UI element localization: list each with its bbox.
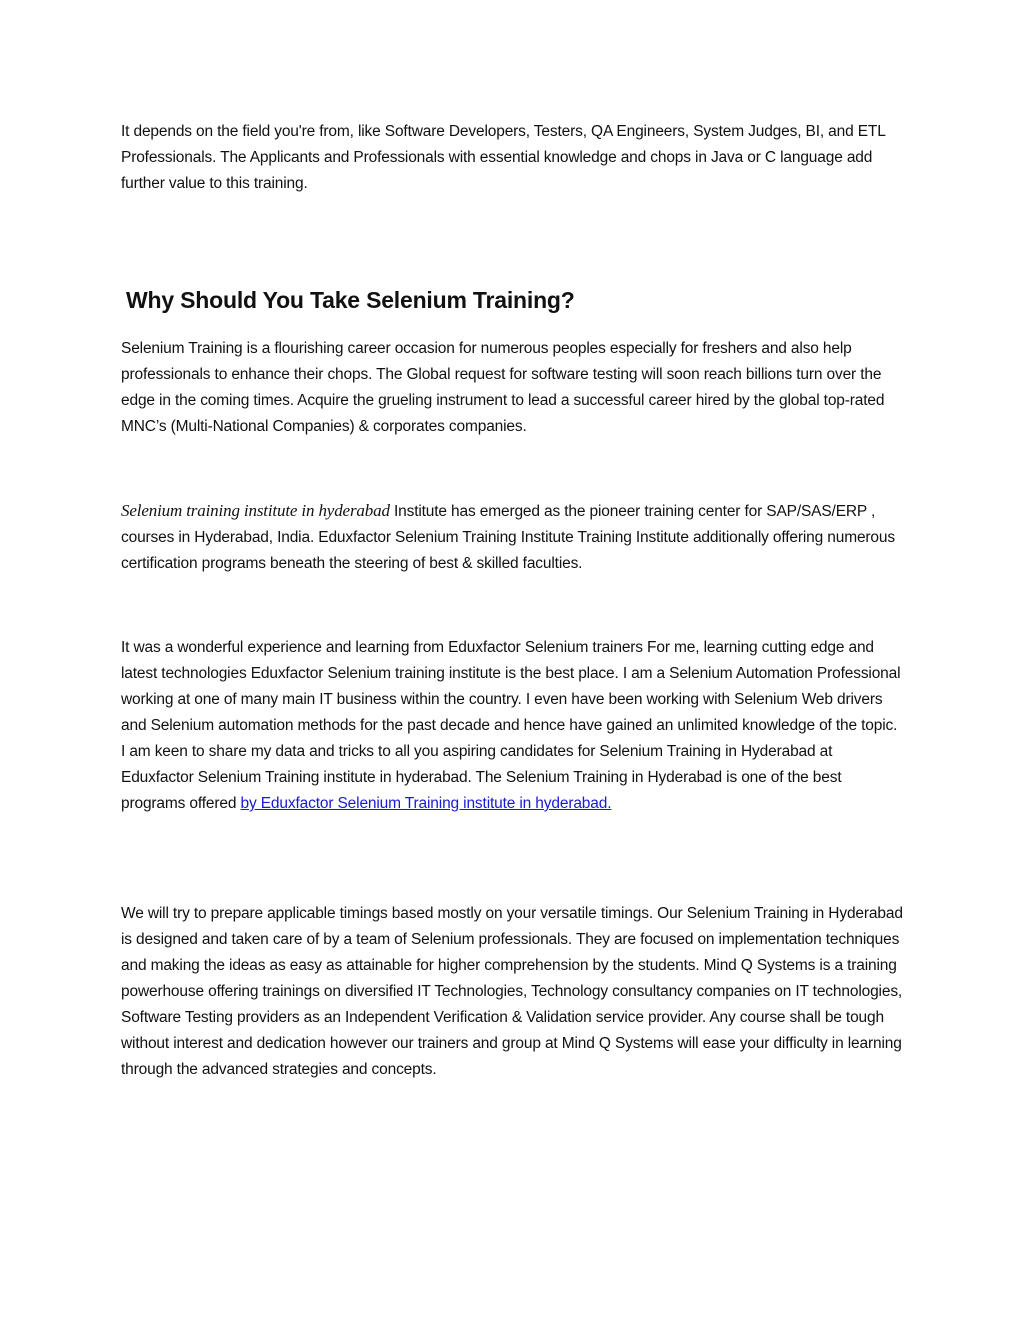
experience-paragraph-text: It was a wonderful experience and learning from Eduxfactor Selenium trainers For me, learning cutting edge and latest technologies Eduxfactor Selenium training institute is the best place. I am a Selenium Automation Professional working at one of many main IT business within the country. I even have been working with Selenium Web drivers and Selenium automation methods for the past decade and hence have gained an unlimited knowledge of the topic. I am keen to share my data and tricks to all you aspiring candidates for Selenium Training in Hyderabad at Eduxfactor Selenium Training institute in hyderabad. The Selenium Training in Hyderabad is one of the best programs offered	[121, 639, 901, 812]
experience-paragraph	[121, 635, 903, 817]
section-heading: Why Should You Take Selenium Training?	[126, 287, 575, 313]
institute-paragraph	[121, 498, 903, 577]
eduxfactor-link[interactable]: by Eduxfactor Selenium Training institute in hyderabad.	[240, 795, 612, 812]
institute-paragraph-text: Institute has emerged as the pioneer training center for SAP/SAS/ERP , courses in Hyderabad, India. Eduxfactor Selenium Training Institute Training Institute additionally offering numerous certification programs beneath the steering of best & skilled faculties.	[121, 503, 895, 572]
why-selenium-paragraph: Selenium Training is a flourishing career occasion for numerous peoples especially for freshers and also help professionals to enhance their chops. The Global request for software testing will soon reach billions turn over the edge in the coming times. Acquire the grueling instrument to lead a successful career hired by the global top-rated MNC’s (Multi-National Companies) & corporates companies.	[121, 340, 885, 435]
institute-italic-phrase: Selenium training institute in hyderabad	[121, 501, 390, 520]
intro-paragraph: It depends on the field you're from, like Software Developers, Testers, QA Engineers, System Judges, BI, and ETL Professionals. The Applicants and Professionals with essential knowledge and chops in Java or C language add further value to this training.	[121, 123, 886, 192]
timings-paragraph: We will try to prepare applicable timings based mostly on your versatile timings. Our Selenium Training in Hyderabad is designed and taken care of by a team of Selenium professionals. They are focused on implementation techniques and making the ideas as easy as attainable for higher comprehension by the students. Mind Q Systems is a training powerhouse offering trainings on diversified IT Technologies, Technology consultancy companies on IT technologies, Software Testing providers as an Independent Verification & Validation service provider. Any course shall be tough without interest and dedication however our trainers and group at Mind Q Systems will ease your difficulty in learning through the advanced strategies and concepts.	[121, 905, 903, 1078]
